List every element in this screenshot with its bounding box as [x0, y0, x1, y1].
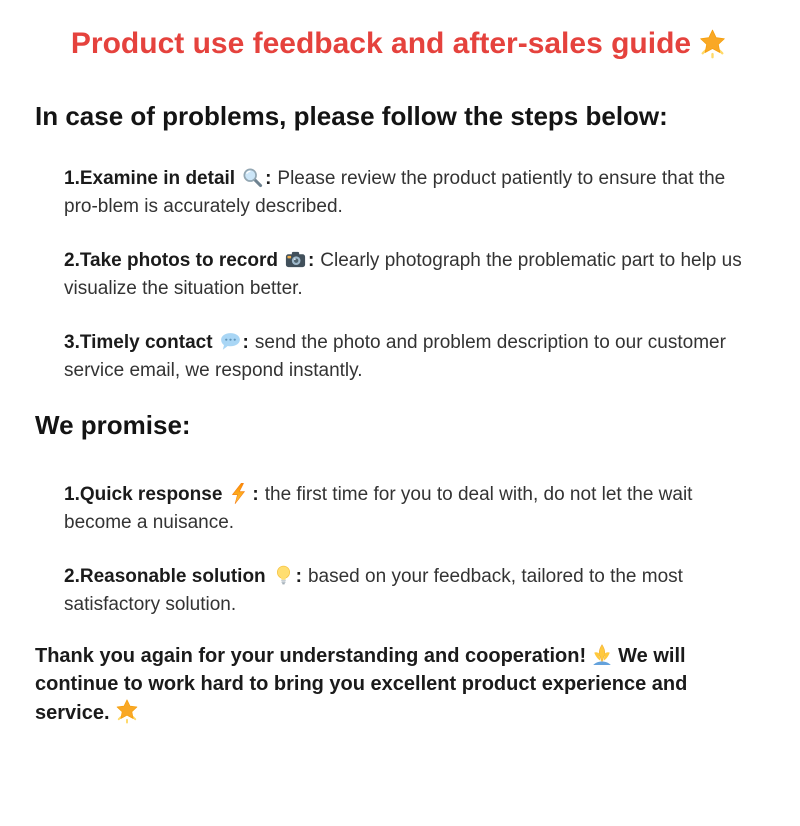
colon-separator: :	[307, 250, 315, 271]
promise-1-description: the first time for you to deal with, do not let the wait become a nuisance.	[64, 484, 693, 533]
footer-part2: We will continue to work hard to bring you excellent product experience and service.	[35, 645, 688, 724]
guide-page	[0, 26, 800, 826]
step-item-1	[64, 165, 746, 221]
light-bulb-icon	[272, 563, 295, 591]
promise-1-label: 1.Quick response	[64, 484, 223, 505]
glowing-star-icon	[114, 698, 140, 727]
page-title	[20, 26, 780, 62]
lightning-bolt-icon	[228, 481, 251, 509]
step-1-label: 1.Examine in detail	[64, 168, 236, 189]
step-2-label: 2.Take photos to record	[64, 250, 278, 271]
promise-item-1	[64, 481, 746, 537]
step-3-description: send the photo and problem description to our customer service email, we respond instantly.	[64, 332, 726, 381]
step-item-2	[64, 247, 746, 303]
folded-hands-icon	[590, 642, 614, 670]
page-title-text: Product use feedback and after-sales guide	[70, 27, 692, 60]
footer-message	[35, 642, 751, 727]
step-1-description: Please review the product patiently to ensure that the pro-blem is accurately described.	[64, 168, 726, 217]
colon-separator: :	[242, 332, 249, 353]
steps-section-heading: In case of problems, please follow the steps below:	[35, 101, 668, 131]
promise-2-description: based on your feedback, tailored to the most satisfactory solution.	[64, 566, 683, 615]
step-item-3	[64, 329, 746, 385]
speech-balloon-icon	[219, 329, 242, 357]
footer-part1: Thank you again for your understanding and cooperation!	[35, 645, 587, 667]
glowing-star-icon	[697, 26, 728, 62]
promise-section-heading: We promise:	[35, 410, 191, 440]
magnifying-glass-icon	[241, 165, 264, 193]
colon-separator: :	[252, 484, 259, 505]
camera-icon	[284, 247, 307, 275]
promise-item-2	[64, 563, 746, 619]
colon-separator: :	[295, 566, 302, 587]
step-2-description: Clearly photograph the problematic part to help us visualize the situation better.	[64, 250, 742, 299]
colon-separator: :	[265, 168, 272, 189]
step-3-label: 3.Timely contact	[64, 332, 213, 353]
promise-2-label: 2.Reasonable solution	[64, 566, 266, 587]
